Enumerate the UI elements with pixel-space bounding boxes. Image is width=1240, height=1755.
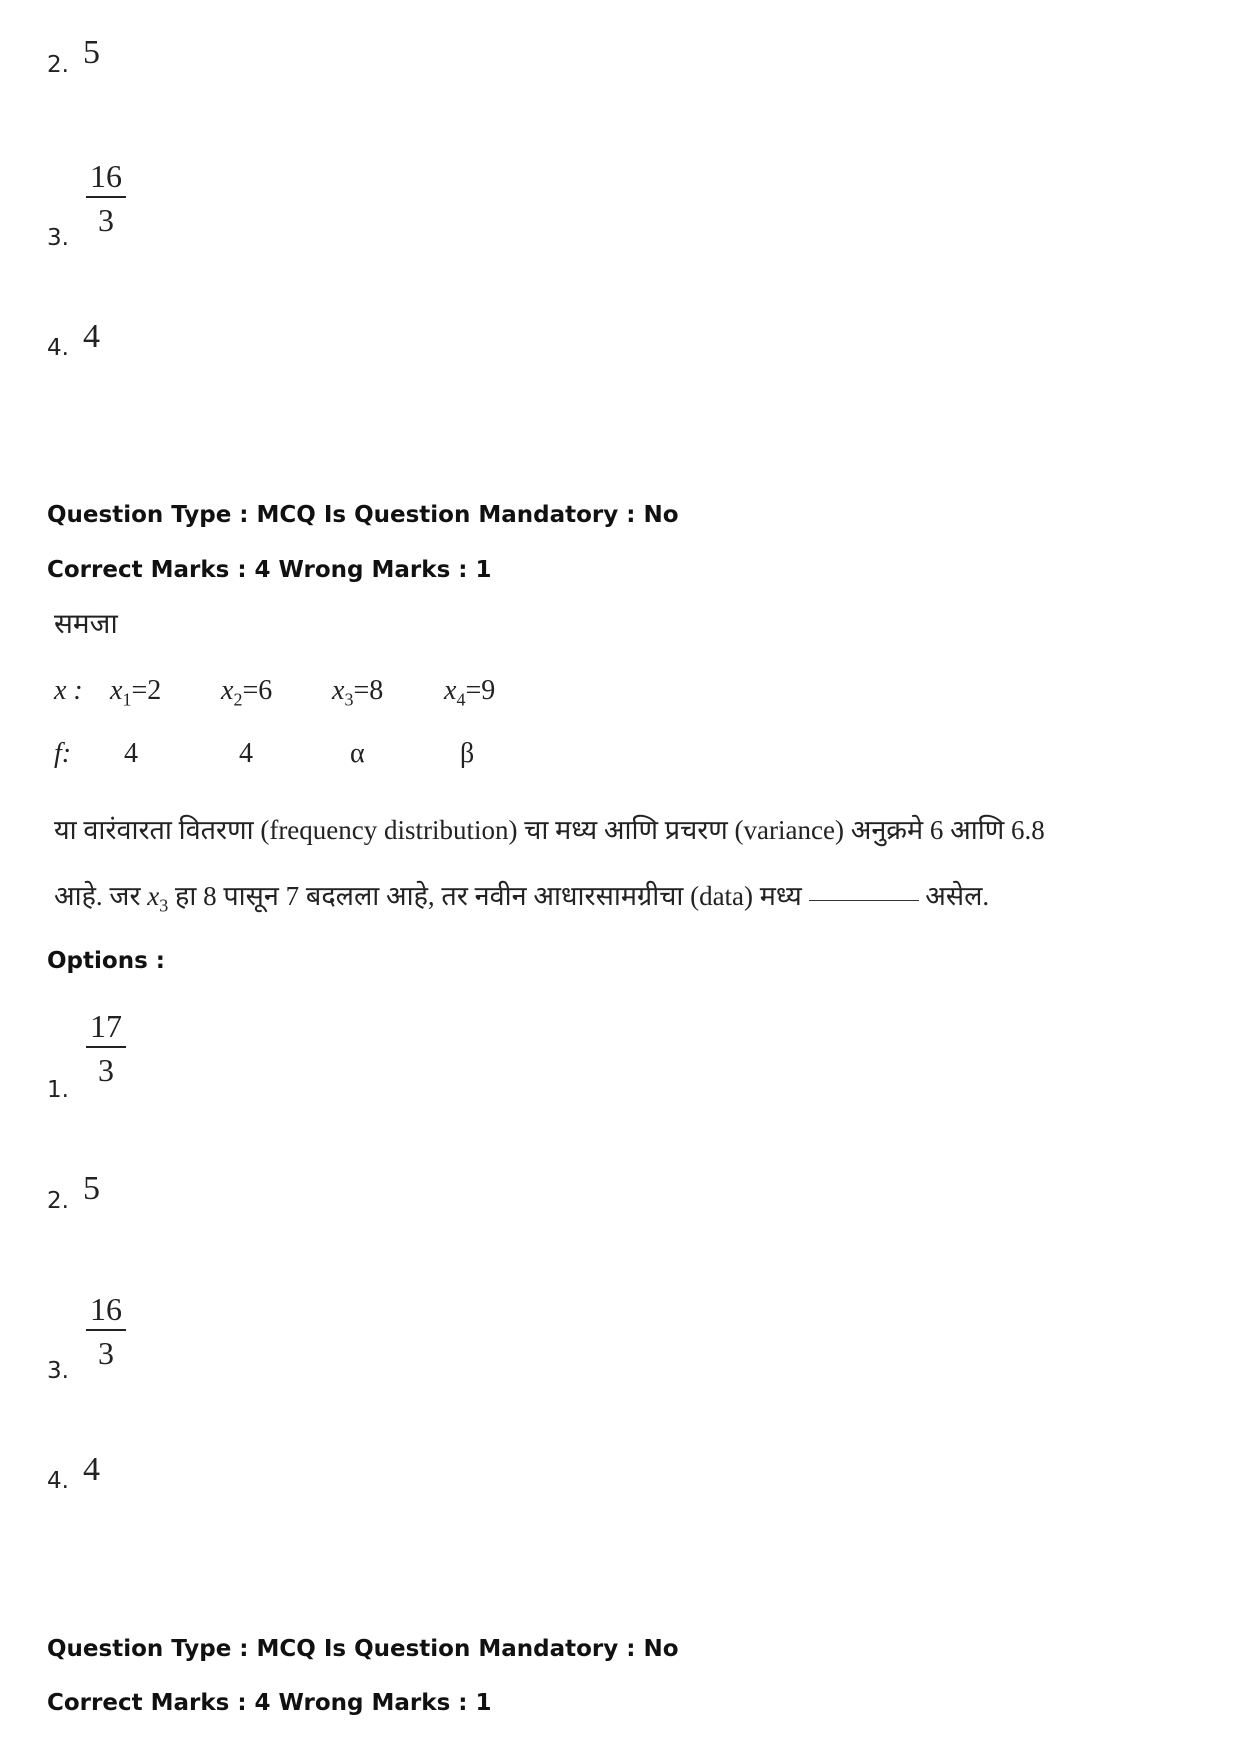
option-fraction	[86, 160, 126, 236]
option-number: 2.	[47, 52, 69, 78]
marks-line: Correct Marks : 4 Wrong Marks : 1	[47, 557, 492, 583]
x-value: $x_1=2$	[110, 675, 162, 710]
option-value: 4	[83, 1451, 100, 1488]
f-value: α	[350, 738, 365, 769]
option-fraction	[86, 1010, 126, 1086]
question-type-line: Question Type : MCQ Is Question Mandatory : No	[47, 502, 679, 528]
option-value: 5	[83, 34, 100, 71]
question-intro: समजा	[54, 609, 118, 640]
fraction-denominator: 3	[98, 1052, 114, 1088]
option-value: 4	[83, 318, 100, 355]
option-number: 3.	[47, 225, 69, 251]
answer-blank	[809, 900, 919, 901]
fraction-denominator: 3	[98, 202, 114, 238]
option-number: 2.	[47, 1188, 69, 1214]
x-row-label: x :	[54, 675, 83, 706]
option-number: 4.	[47, 1468, 69, 1494]
f-value: β	[460, 738, 475, 769]
fraction-numerator: 16	[86, 1293, 126, 1331]
f-value: 4	[124, 738, 138, 769]
question-line-1: या वारंवारता वितरणा (frequency distribution) चा मध्य आणि प्रचरण (variance) अनुक्रमे 6 आणि 6.8	[54, 815, 1045, 845]
option-number: 1.	[47, 1077, 69, 1103]
question-line-2: आहे. जर $x_3$ हा 8 पासून 7 बदलला आहे, तर नवीन आधारसामग्रीचा (data) मध्य असेल.	[54, 881, 990, 916]
x-value: $x_3=8$	[332, 675, 384, 710]
x-value: $x_2=6$	[221, 675, 273, 710]
option-number: 3.	[47, 1358, 69, 1384]
option-number: 4.	[47, 335, 69, 361]
fraction-denominator: 3	[98, 1335, 114, 1371]
option-value: 5	[83, 1170, 100, 1207]
marks-line: Correct Marks : 4 Wrong Marks : 1	[47, 1690, 492, 1716]
fraction-numerator: 16	[86, 160, 126, 198]
question-type-line: Question Type : MCQ Is Question Mandatory : No	[47, 1636, 679, 1662]
option-fraction	[86, 1293, 126, 1369]
fraction-numerator: 17	[86, 1010, 126, 1048]
f-value: 4	[239, 738, 253, 769]
x-value: $x_4=9$	[444, 675, 496, 710]
options-label: Options :	[47, 948, 165, 974]
f-row-label: f:	[54, 738, 72, 769]
